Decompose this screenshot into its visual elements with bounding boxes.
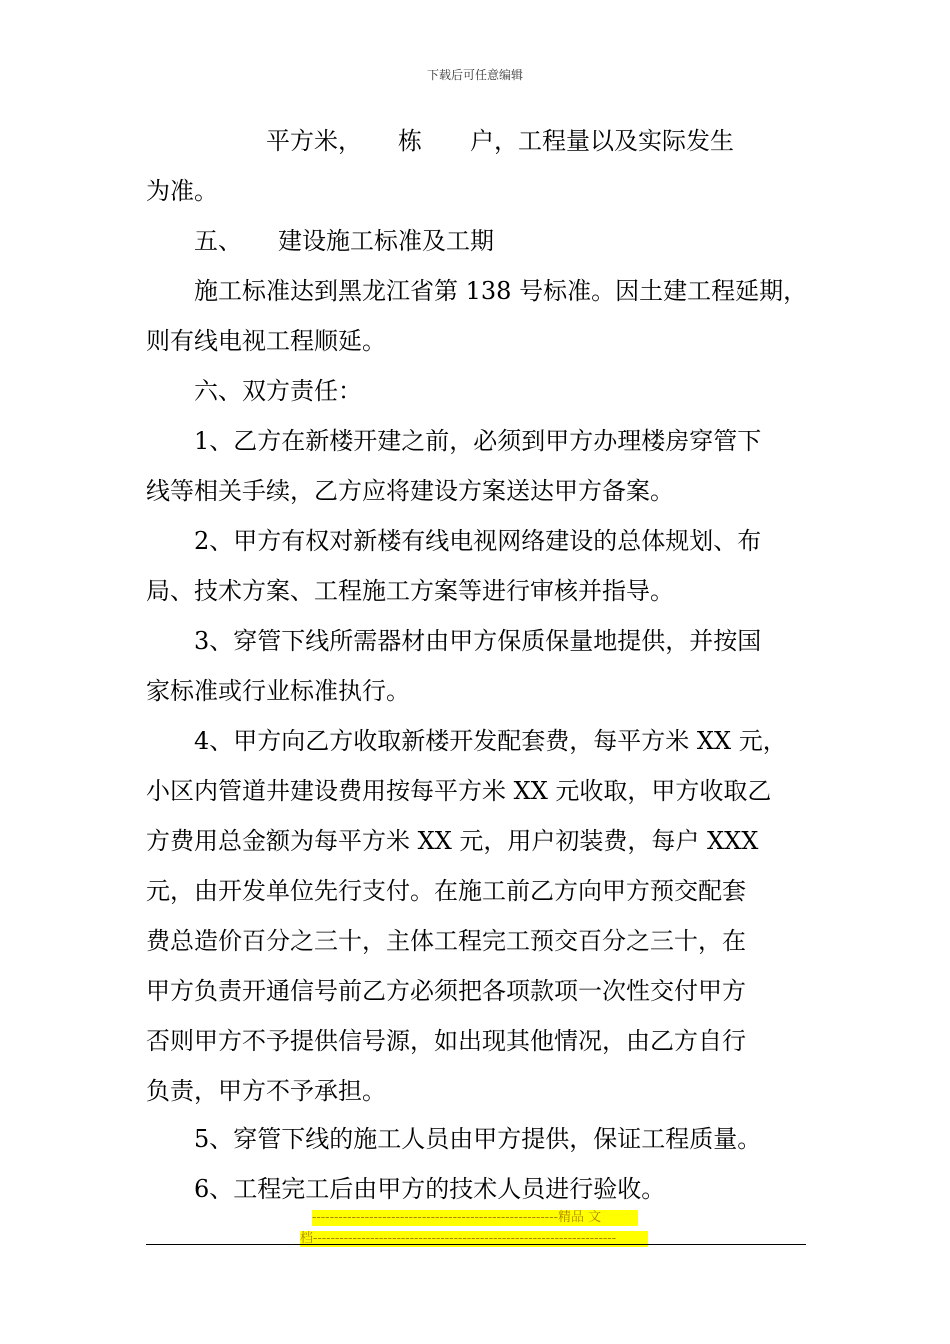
body-line: 方费用总金额为每平方米 XX 元，用户初装费，每户 XXX: [146, 827, 759, 855]
body-line: 4、甲方向乙方收取新楼开发配套费，每平方米 XX 元，: [146, 727, 787, 755]
body-line: 否则甲方不予提供信号源，如出现其他情况，由乙方自行: [146, 1027, 746, 1055]
page-header: 下载后可任意编辑: [426, 68, 523, 82]
body-line: 费总造价百分之三十，主体工程完工预交百分之三十，在: [146, 927, 746, 955]
body-line: 小区内管道井建设费用按每平方米 XX 元收取，甲方收取乙: [146, 777, 772, 805]
body-line: 1、乙方在新楼开建之前，必须到甲方办理楼房穿管下: [146, 427, 762, 455]
body-line: 甲方负责开通信号前乙方必须把各项款项一次性交付甲方: [146, 977, 746, 1005]
body-line: 5、穿管下线的施工人员由甲方提供，保证工程质量。: [146, 1125, 762, 1153]
body-line: 平方米， 栋 户，工程量以及实际发生: [146, 127, 734, 155]
body-line: 局、技术方案、工程施工方案等进行审核并指导。: [146, 577, 674, 605]
body-line: 则有线电视工程顺延。: [146, 327, 386, 355]
body-line: 家标准或行业标准执行。: [146, 677, 410, 705]
body-line: 6、工程完工后由甲方的技术人员进行验收。: [146, 1175, 666, 1203]
body-line: 为准。: [146, 177, 218, 205]
body-line: 元，由开发单位先行支付。在施工前乙方向甲方预交配套: [146, 877, 746, 905]
body-line: 施工标准达到黑龙江省第 138 号标准。因土建工程延期，: [146, 277, 808, 305]
body-line: 3、穿管下线所需器材由甲方保质保量地提供，并按国: [146, 627, 762, 655]
body-line: 线等相关手续，乙方应将建设方案送达甲方备案。: [146, 477, 674, 505]
footer-line: 档---------------------------------------------------------------------: [300, 1231, 648, 1247]
footer-divider: [146, 1244, 806, 1245]
body-line: 2、甲方有权对新楼有线电视网络建设的总体规划、布: [146, 527, 762, 555]
section-heading: 五、 建设施工标准及工期: [146, 227, 494, 255]
body-line: 负责，甲方不予承担。: [146, 1077, 386, 1105]
footer-watermark: [300, 1210, 650, 1252]
footer-line: --------------------------------------------------------精品 文: [312, 1210, 638, 1226]
section-heading: 六、双方责任：: [146, 377, 362, 405]
